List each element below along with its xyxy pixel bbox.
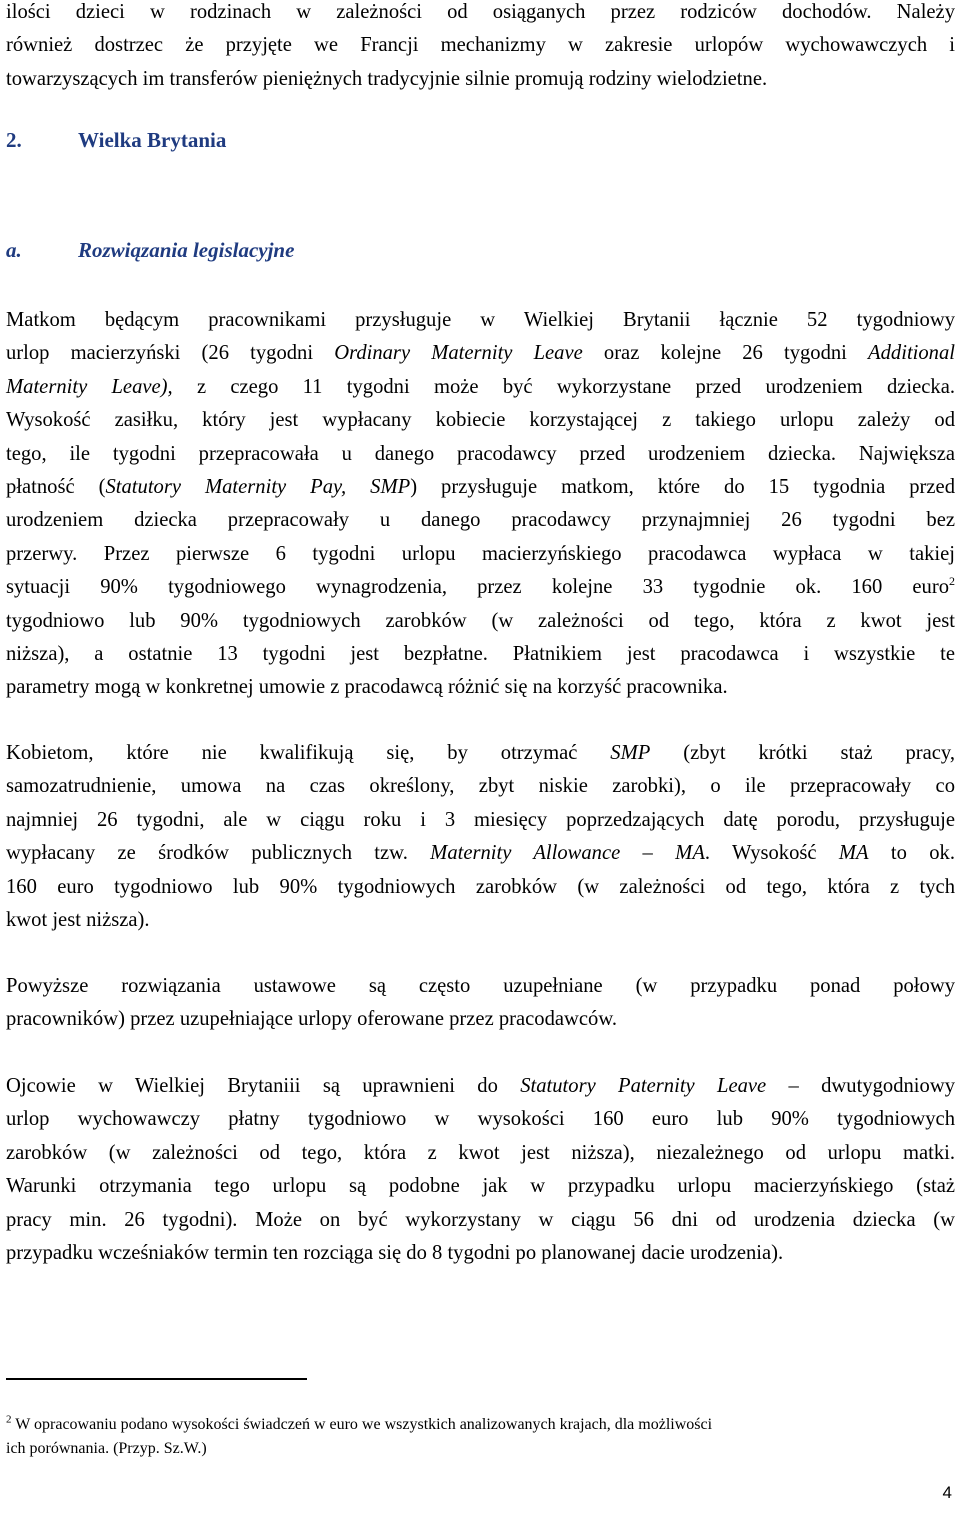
text-line: najmniej 26 tygodni, ale w ciągu roku i 3 miesięcy poprzedzających datę porodu, przysługuje [6,808,955,831]
text-run: płatność ( [6,476,106,499]
italic-term: MA [838,842,869,865]
text-line [6,571,955,604]
text-line [6,837,955,870]
italic-term: Statutory Paternity Leave [520,1075,767,1097]
text-line: zarobków (w zależności od tego, która z kwot jest niższa), niezależnego od urlopu matki. [6,1141,955,1164]
footnote-reference[interactable]: 2 [949,574,955,589]
text-line: kwot jest niższa). [6,909,150,932]
text-run: z czego 11 tygodni może być wykorzystane przed urodzeniem dziecka. [172,375,955,398]
text-line: Powyższe rozwiązania ustawowe są często uzupełniane (w przypadku ponad połowy [6,975,955,997]
italic-term: Additional [868,342,955,365]
text-run: oraz kolejne 26 tygodni [582,342,869,365]
text-run: wypłacany ze środków publicznych tzw. [6,842,431,865]
text-run: sytuacji 90% tygodniowego wynagrodzenia, przez kolejne 33 tygodnie ok. 160 euro [6,576,949,599]
subsection-letter: a. [6,238,22,262]
text-line: towarzyszących im transferów pieniężnych tradycyjnie silnie promują rodziny wielodzietne. [6,67,768,90]
text-run: – dwutygodniowy [766,1075,955,1097]
subsection-title: Rozwiązania legislacyjne [78,238,295,262]
text-line: 160 euro tygodniowo lub 90% tygodniowych zarobków (w zależności od tego, która z tych [6,875,955,898]
paragraph-maternity-allowance [6,737,955,937]
text-run: (zbyt krótki staż pracy, [650,742,955,764]
italic-term: SMP [610,742,651,764]
text-line: tygodniowo lub 90% tygodniowych zarobków (w zależności od tego, która z kwot jest [6,609,955,632]
text-line: Matkom będącym pracownikami przysługuje w Wielkiej Brytanii łącznie 52 tygodniowy [6,309,955,331]
text-line: Wysokość zasiłku, który jest wypłacany kobiecie korzystającej z takiego urlopu zależy od [6,409,955,432]
text-line: pracy min. 26 tygodni). Może on być wykorzystany w ciągu 56 dni od urodzenia dziecka (w [6,1208,955,1231]
text-line: tego, ile tygodni przepracowała u danego pracodawcy przed urodzeniem dziecka. Największa [6,442,955,465]
italic-term: Maternity Leave), [6,375,173,398]
text-line: również dostrzec że przyjęte we Francji mechanizmy w zakresie urlopów wychowawczych i [6,34,955,57]
text-line: pracowników) przez uzupełniające urlopy oferowane przez pracodawców. [6,1008,618,1031]
paragraph-supplementary-leave [6,970,955,1037]
text-run: Kobietom, które nie kwalifikują się, by otrzymać [6,742,611,764]
section-number: 2. [6,128,22,152]
text-run: . Wysokość [704,842,839,865]
subsection-heading [6,238,294,263]
text-line [6,337,955,370]
text-line: Warunki otrzymania tego urlopu są podobne jak w przypadku urlopu macierzyńskiego (staż [6,1175,955,1198]
text-line: przypadku wcześniaków termin ten rozciąga się do 8 tygodni po planowanej dacie urodzenia). [6,1242,784,1265]
footnote-marker: 2 [6,1413,12,1426]
text-line: niższa), a ostatnie 13 tygodni jest bezpłatne. Płatnikiem jest pracodawca i wszystkie te [6,643,955,666]
paragraph-maternity-leave [6,304,955,705]
text-line [6,471,955,504]
footnote-text: W opracowaniu podano wysokości świadczeń w euro we wszystkich analizowanych krajach, dla możliwości [11,1416,713,1433]
text-line [6,371,955,404]
text-line: urodzeniem dziecka przepracowały u danego pracodawcy przynajmniej 26 tygodni bez [6,509,955,532]
paragraph-paternity-leave [6,1070,955,1270]
text-run: to ok. [868,842,955,865]
text-line: przerwy. Przez pierwsze 6 tygodni urlopu macierzyńskiego pracodawca wypłaca w takiej [6,542,955,565]
text-line: parametry mogą w konkretnej umowie z pracodawcą różnić się na korzyść pracownika. [6,676,728,699]
text-run: ) przysługuje matkom, które do 15 tygodnia przed [410,476,955,499]
text-line: samozatrudnienie, umowa na czas określony, zbyt niskie zarobki), o ile przepracowały co [6,775,955,798]
text-line: urlop wychowawczy płatny tygodniowo w wysokości 160 euro lub 90% tygodniowych [6,1108,955,1131]
text-run: Ojcowie w Wielkiej Brytaniii są uprawnieni do [6,1075,521,1097]
footnote-line [6,1413,955,1437]
italic-term: Maternity Allowance – MA [430,842,705,865]
intro-paragraph [6,0,955,96]
text-run: urlop macierzyński (26 tygodni [6,342,335,365]
footnote-line: ich porównania. (Przyp. Sz.W.) [6,1440,207,1457]
text-line [6,1070,955,1103]
text-line [6,737,955,770]
text-line: ilości dzieci w rodzinach w zależności od osiąganych przez rodziców dochodów. Należy [6,1,955,23]
section-title: Wielka Brytania [78,128,227,152]
footnote [6,1413,955,1461]
section-heading [6,128,226,153]
italic-term: Statutory Maternity Pay, SMP [105,476,411,499]
footnote-separator [6,1378,307,1380]
italic-term: Ordinary Maternity Leave [334,342,583,365]
page-number: 4 [942,1483,952,1502]
